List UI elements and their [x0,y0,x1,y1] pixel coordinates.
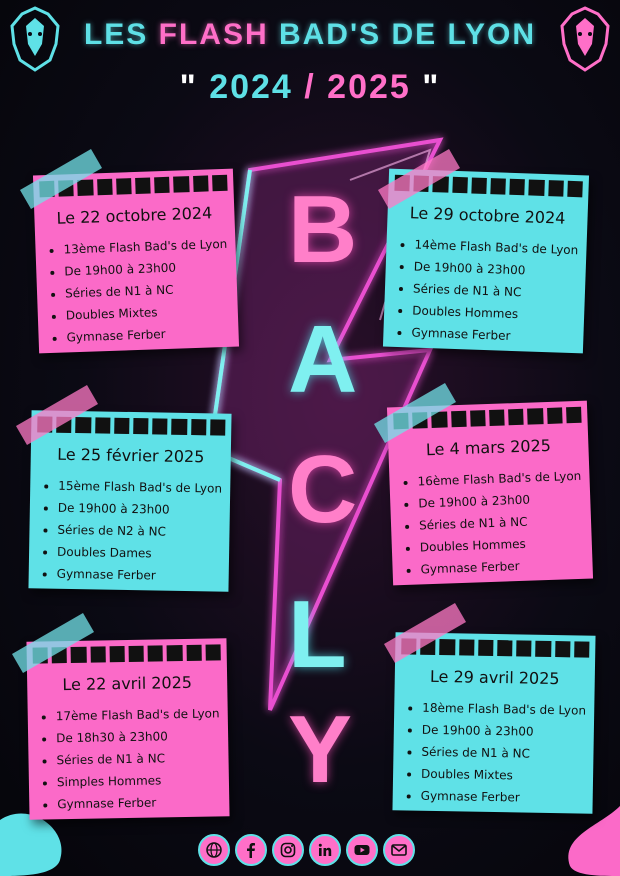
mail-icon[interactable] [383,834,415,866]
event-detail: • 14ème Flash Bad's de Lyon [414,234,583,262]
globe-icon[interactable] [198,834,230,866]
event-detail: • De 18h30 à 23h00 [56,724,224,749]
event-detail: • Gymnase Ferber [57,790,225,815]
event-details [399,465,589,581]
event-date: Le 22 octobre 2024 [56,203,213,228]
event-card [392,632,595,813]
facebook-icon[interactable] [235,834,267,866]
event-detail: • Séries de N1 à NC [421,741,589,766]
event-details [45,233,235,349]
event-date: Le 29 avril 2025 [429,666,560,689]
event-date: Le 22 avril 2025 [62,672,193,695]
title-part-bads: BAD'S DE LYON [278,18,537,51]
event-details [403,696,591,809]
season-year-end: 2025 [327,68,411,106]
event-detail: • 18ème Flash Bad's de Lyon [422,697,590,722]
big-letter-a: A [288,306,358,413]
event-detail: • Séries de N1 à NC [56,746,224,771]
event-detail: • De 19h00 à 23h00 [413,255,582,283]
event-detail: • Gymnase Ferber [66,321,235,349]
event-detail: • Séries de N2 à NC [57,519,225,544]
event-detail: • Simples Hommes [57,768,225,793]
event-detail: • 15ème Flash Bad's de Lyon [58,475,226,500]
event-detail: • Gymnase Ferber [411,321,580,349]
event-date: Le 25 février 2025 [57,444,205,467]
event-detail: • De 19h00 à 23h00 [422,719,590,744]
big-letter-l: L [288,581,347,688]
season-quote-close: " [410,68,441,106]
event-detail: • 17ème Flash Bad's de Lyon [56,702,224,727]
big-letter-c: C [288,436,358,543]
season-quote-open: " [179,68,210,106]
event-date: Le 4 mars 2025 [425,435,552,460]
event-detail: • Doubles Hommes [419,531,588,559]
event-detail: • De 19h00 à 23h00 [58,497,226,522]
event-card [383,169,589,354]
event-details [38,702,226,815]
event-detail: • Doubles Mixtes [421,763,589,788]
season-slash: / [292,68,328,106]
big-letter-y: Y [288,696,353,803]
event-detail: • 16ème Flash Bad's de Lyon [417,465,586,493]
event-card [26,638,229,819]
event-date: Le 29 octobre 2024 [409,203,566,228]
event-detail: • Doubles Dames [57,541,225,566]
event-detail: • Gymnase Ferber [420,553,589,581]
title-part-les: LES [83,18,159,51]
event-card [28,410,231,591]
event-detail: • Séries de N1 à NC [413,277,582,305]
poster-title [0,18,620,52]
event-details [393,233,583,349]
big-letter-b: B [288,176,358,283]
event-details [39,474,227,587]
event-detail: • Gymnase Ferber [57,563,225,588]
event-detail: • De 19h00 à 23h00 [418,487,587,515]
event-detail: • De 19h00 à 23h00 [64,255,233,283]
season-label [0,68,620,107]
event-detail: • Séries de N1 à NC [65,277,234,305]
social-links-bar [186,834,426,870]
event-detail: • Séries de N1 à NC [419,509,588,537]
instagram-icon[interactable] [272,834,304,866]
linkedin-icon[interactable] [309,834,341,866]
event-detail: • Doubles Mixtes [65,299,234,327]
event-detail: • 13ème Flash Bad's de Lyon [63,233,232,261]
event-detail: • Gymnase Ferber [421,785,589,810]
corner-blob-right [540,806,620,876]
title-part-flash: FLASH [158,18,279,51]
event-detail: • Doubles Hommes [412,299,581,327]
event-card [387,401,593,586]
youtube-icon[interactable] [346,834,378,866]
event-card [33,169,239,354]
season-year-start: 2024 [209,68,293,106]
